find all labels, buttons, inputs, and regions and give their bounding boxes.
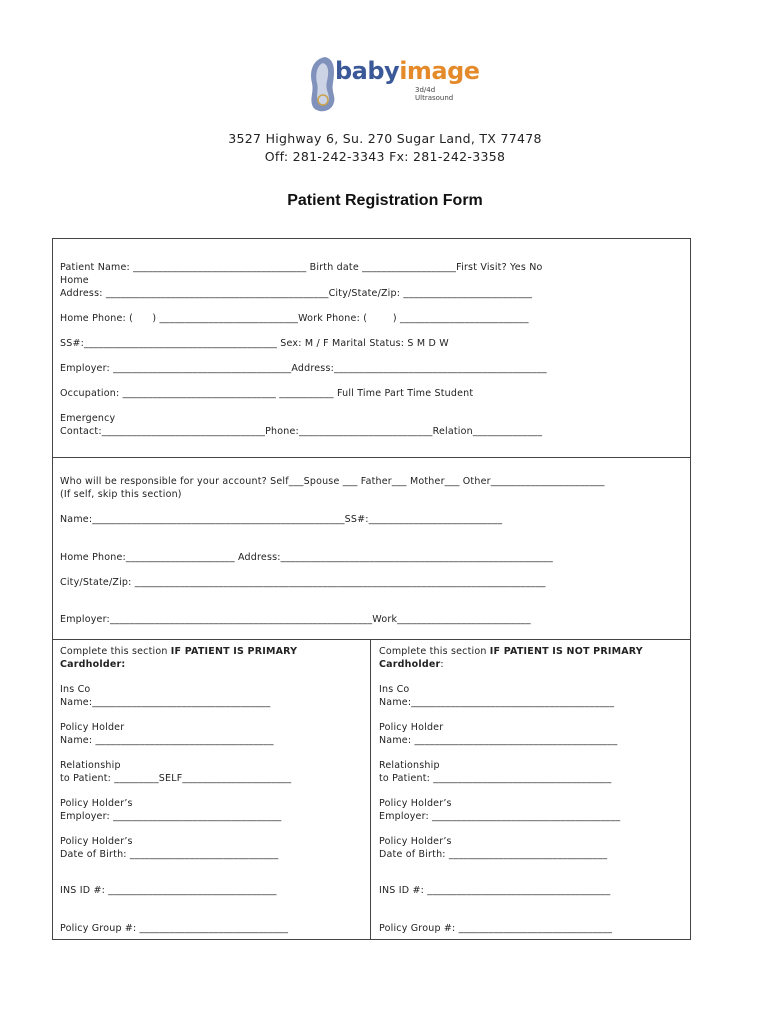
secondary-dob-label: Policy Holder’s: [379, 836, 452, 847]
primary-ins-co-label: Ins Co: [60, 684, 91, 695]
emergency-contact-line[interactable]: Contact:_________________________________Phone:___________________________Relation______________: [60, 426, 543, 437]
secondary-employer-field[interactable]: Employer: ______________________________________: [379, 811, 621, 822]
address-line[interactable]: Address: _____________________________________________City/State/Zip: __________________________: [60, 288, 533, 299]
secondary-ins-id-field[interactable]: INS ID #: _____________________________________: [379, 885, 611, 896]
primary-employer-field[interactable]: Employer: __________________________________: [60, 811, 282, 822]
clinic-phone-fax: Off: 281-242-3343 Fx: 281-242-3358: [264, 149, 506, 164]
primary-dob-field[interactable]: Date of Birth: ______________________________: [60, 849, 279, 860]
employer-line[interactable]: Employer: ____________________________________Address:___________________________________________: [60, 363, 547, 374]
responsible-phone-address-line[interactable]: Home Phone:______________________ Address:_______________________________________________________: [60, 552, 553, 563]
secondary-relationship-label: Relationship: [379, 760, 440, 771]
secondary-employer-label: Policy Holder’s: [379, 798, 452, 809]
primary-policy-holder-label: Policy Holder: [60, 722, 125, 733]
primary-ins-co-field[interactable]: Name:____________________________________: [60, 697, 271, 708]
primary-ins-id-field[interactable]: INS ID #: __________________________________: [60, 885, 277, 896]
responsible-city-line[interactable]: City/State/Zip: ___________________________________________________________________________________: [60, 577, 546, 588]
secondary-heading-cardholder: Cardholder:: [379, 659, 444, 670]
clinic-address: 3527 Highway 6, Su. 270 Sugar Land, TX 77478: [228, 131, 542, 146]
insurance-column-divider: [370, 639, 371, 940]
responsible-employer-line[interactable]: Employer:_____________________________________________________Work___________________________: [60, 614, 531, 625]
primary-dob-label: Policy Holder’s: [60, 836, 133, 847]
home-label: Home: [60, 275, 89, 286]
secondary-ins-co-field[interactable]: Name:_________________________________________: [379, 697, 615, 708]
babyimage-logo: [303, 53, 480, 115]
patient-name-birthdate-line[interactable]: Patient Name: ___________________________________ Birth date ___________________First Visit? Yes No: [60, 262, 543, 273]
primary-relationship-field[interactable]: to Patient: _________SELF______________________: [60, 773, 292, 784]
logo-tagline: 3d/4d Ultrasound: [415, 86, 454, 102]
secondary-policy-group-field[interactable]: Policy Group #: _______________________________: [379, 923, 613, 934]
emergency-label: Emergency: [60, 413, 116, 424]
ss-sex-marital-line[interactable]: SS#:_______________________________________ Sex: M / F Marital Status: S M D W: [60, 338, 449, 349]
phone-line[interactable]: Home Phone: ( ) ____________________________Work Phone: ( ) __________________________: [60, 313, 529, 324]
primary-relationship-label: Relationship: [60, 760, 121, 771]
secondary-dob-field[interactable]: Date of Birth: ________________________________: [379, 849, 608, 860]
primary-heading-cardholder: Cardholder:: [60, 659, 126, 670]
logo-wordmark: babyimage: [335, 57, 480, 85]
occupation-line[interactable]: Occupation: _______________________________ ___________ Full Time Part Time Student: [60, 388, 474, 399]
primary-employer-label: Policy Holder’s: [60, 798, 133, 809]
secondary-relationship-field[interactable]: to Patient: ____________________________________: [379, 773, 612, 784]
primary-policy-group-field[interactable]: Policy Group #: ______________________________: [60, 923, 289, 934]
responsible-party-line[interactable]: Who will be responsible for your account? Self___Spouse ___ Father___ Mother___ Other_______________________: [60, 476, 605, 487]
secondary-policy-holder-label: Policy Holder: [379, 722, 444, 733]
secondary-policy-holder-field[interactable]: Name: _________________________________________: [379, 735, 618, 746]
secondary-heading: Complete this section IF PATIENT IS NOT PRIMARY: [379, 646, 643, 657]
primary-policy-holder-field[interactable]: Name: ____________________________________: [60, 735, 274, 746]
form-title: Patient Registration Form: [287, 192, 483, 209]
responsible-name-ss-line[interactable]: Name:___________________________________________________SS#:___________________________: [60, 514, 503, 525]
secondary-ins-co-label: Ins Co: [379, 684, 410, 695]
skip-note: (If self, skip this section): [60, 489, 182, 500]
primary-heading: Complete this section IF PATIENT IS PRIMARY: [60, 646, 298, 657]
